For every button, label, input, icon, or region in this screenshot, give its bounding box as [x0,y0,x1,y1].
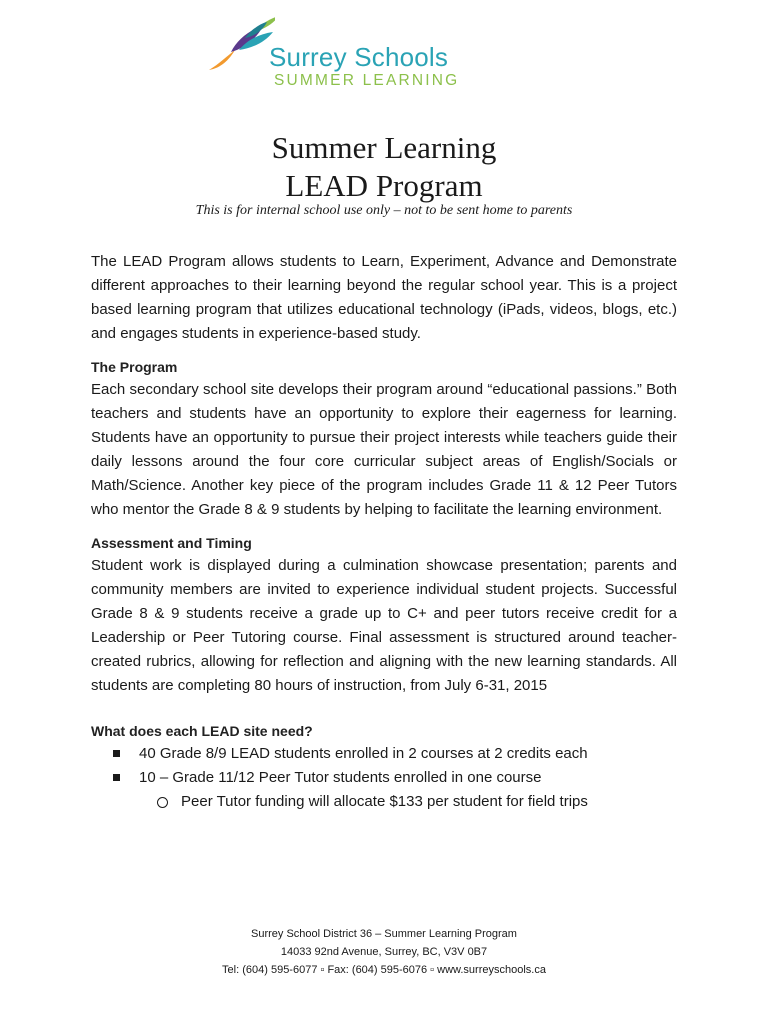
square-bullet-icon [113,774,120,781]
program-heading: The Program [91,359,178,375]
list-item [91,790,677,814]
page-title-line1: Summer Learning [271,130,497,165]
program-paragraph: Each secondary school site develops their program around “educational passions.” Both teachers and students have an opportunity to explore their eagerness for learning. Students have an opportunity to pursue their project interests while teachers guide their daily lessons around the four core curricular subject areas of English/Socials or Math/Science. Another key piece of the program includes Grade 11 & 12 Peer Tutors who mentor the Grade 8 & 9 students by helping to facilitate the learning environment. [91,381,677,518]
intro-paragraph: The LEAD Program allows students to Learn, Experiment, Advance and Demonstrate different approaches to their learning beyond the regular school year. This is a project based learning program that utilizes educational technology (iPads, videos, blogs, etc.) and engages students in experience-based study. [91,253,677,342]
footer-contact: Tel: (604) 595-6077 ▫ Fax: (604) 595-6076 ▫ www.surreyschools.ca [222,964,546,976]
list-item-text: Peer Tutor funding will allocate $133 per student for field trips [181,793,588,810]
assessment-paragraph: Student work is displayed during a culmination showcase presentation; parents and community members are invited to experience individual student projects. Successful Grade 8 & 9 students receive a grade up to C+ and peer tutors receive credit for a Leadership or Peer Tutoring course. Final assessment is structured around teacher-created rubrics, allowing for reflection and aligning with the new learning standards. All students are completing 80 hours of instruction, from July 6-31, 2015 [91,557,677,694]
square-bullet-icon [113,750,120,757]
footer [0,925,768,979]
surrey-schools-logo [205,12,565,92]
list-item [91,742,677,766]
circle-bullet-icon [157,797,168,808]
document-body [91,250,677,814]
footer-address: 14033 92nd Avenue, Surrey, BC, V3V 0B7 [280,946,488,958]
list-item [91,766,677,790]
logo-swoosh-icon [205,12,275,82]
list-item-text: 40 Grade 8/9 LEAD students enrolled in 2 courses at 2 credits each [139,745,588,762]
internal-use-note: This is for internal school use only – not to be sent home to parents [195,203,573,218]
assessment-heading: Assessment and Timing [91,535,252,551]
page-title-line2: LEAD Program [285,168,483,203]
logo-subtitle: SUMMER LEARNING [274,72,460,89]
logo-name: Surrey Schools [269,42,449,72]
needs-list [91,742,677,790]
needs-sublist [91,790,677,814]
footer-district: Surrey School District 36 – Summer Learning Program [251,928,517,940]
list-item-text: 10 – Grade 11/12 Peer Tutor students enrolled in one course [139,769,542,786]
needs-heading: What does each LEAD site need? [91,723,313,739]
